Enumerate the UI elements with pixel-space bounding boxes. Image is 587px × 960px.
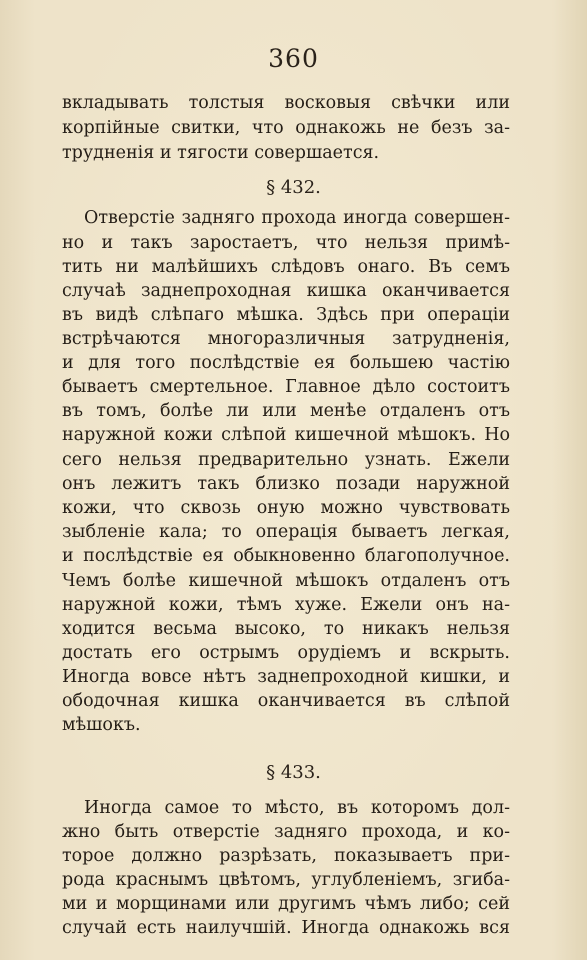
text-line: въ томъ, болѣе ли или менѣе отдаленъ отъ: [62, 401, 510, 421]
text-line: трудненія и тягости совершается.: [62, 143, 380, 163]
text-line: тить ни малѣйшихъ слѣдовъ онаго. Въ семъ: [62, 257, 510, 277]
text-line: онъ лежитъ такъ близко позади наружной: [62, 474, 510, 494]
page-number: 360: [268, 44, 319, 73]
text-line: Иногда самое то мѣсто, въ которомъ дол-: [84, 798, 510, 818]
text-line: корпійные свитки, что однакожь не безъ за-: [62, 118, 510, 138]
text-line: въ видѣ слѣпаго мѣшка. Здѣсь при операціи: [62, 305, 510, 325]
text-line: зыбленіе кала; то операція бываетъ легкая,: [62, 522, 510, 542]
text-line: рода краснымъ цвѣтомъ, углубленіемъ, згиба-: [62, 870, 510, 890]
text-line: достать его острымъ орудіемъ и вскрыть.: [62, 643, 510, 663]
text-line: мѣшокъ.: [62, 715, 141, 735]
text-line: жно быть отверстіе задняго прохода, и ко-: [62, 822, 510, 842]
text-line: бываетъ смертельное. Главное дѣло состоитъ: [62, 377, 510, 397]
text-line: встрѣчаются многоразличныя затрудненія,: [62, 329, 510, 349]
text-line: наружной кожи слѣпой кишечной мѣшокъ. Но: [62, 425, 510, 445]
text-line: и послѣдствіе ея обыкновенно благополучное.: [62, 546, 510, 566]
text-line: случай есть наилучшій. Иногда однакожь вся: [62, 918, 510, 938]
text-line: наружной кожи, тѣмъ хуже. Ежели онъ на-: [62, 595, 510, 615]
text-line: вкладывать толстыя восковыя свѣчки или: [62, 93, 510, 113]
text-line: ми и морщинами или другимъ чѣмъ либо; сей: [62, 894, 510, 914]
text-line: но и такъ заростаетъ, что нельзя примѣ-: [62, 233, 510, 253]
text-line: ободочная кишка оканчивается въ слѣпой: [62, 691, 510, 711]
text-line: случаѣ заднепроходная кишка оканчивается: [62, 281, 510, 301]
section-heading-432: § 432.: [266, 177, 321, 198]
text-line: Отверстіе задняго прохода иногда совершен-: [84, 208, 510, 228]
text-line: Чемъ болѣе кишечной мѣшокъ отдаленъ отъ: [62, 571, 510, 591]
text-line: торое должно разрѣзать, показываетъ при-: [62, 846, 510, 866]
text-line: ходится весьма высоко, то никакъ нельзя: [62, 619, 510, 639]
text-line: и для того послѣдствіе ея большею частію: [62, 353, 510, 373]
text-line: сего нельзя предварительно узнать. Ежели: [62, 450, 510, 470]
text-line: Иногда вовсе нѣтъ заднепроходной кишки, и: [62, 667, 510, 687]
section-heading-433: § 433.: [266, 762, 321, 783]
text-line: кожи, что сквозь оную можно чувствовать: [62, 498, 510, 518]
